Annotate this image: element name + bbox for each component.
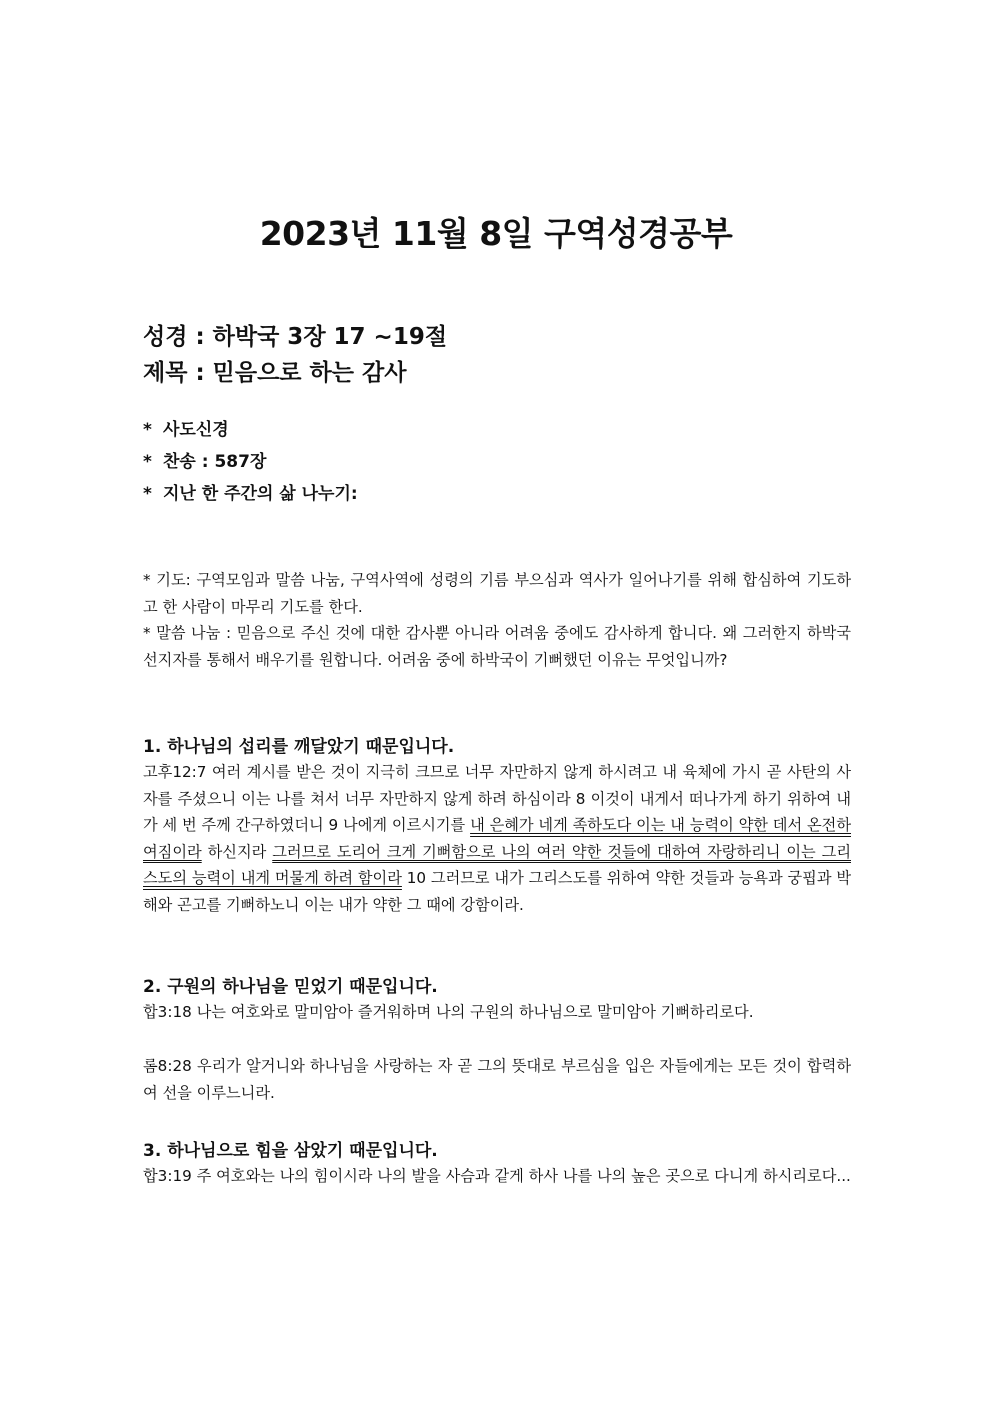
section-1-heading: 1. 하나님의 섭리를 깨달았기 때문입니다. [143,737,455,757]
underlined-verse-text: 내 은혜가 네게 족하도다 이는 내 능력이 약한 데서 온전하여짐이라 [143,816,851,861]
verse-text: 10 그러므로 내가 그리스도를 위하여 약한 것들과 능욕과 궁핍과 박해와 곤고를 기뻐하노니 이는 내가 약한 그 때에 강함이라. [143,869,851,914]
verse-text: 고후12:7 여러 계시를 받은 것이 지극히 크므로 너무 자만하지 않게 하시려고 내 육체에 가시 곧 사탄의 사자를 주셨으니 이는 나를 쳐서 너무 자만하지 않게 하려 하심이라 8 이것이 내게서 떠나가게 하기 위하여 내가 세 번 주께 간구하였더니 9 나에게 이르시기를 [143,763,851,834]
section-2-heading: 2. 구원의 하나님을 믿었기 때문입니다. [143,977,438,997]
order-list [143,419,358,515]
prayer-and-sharing [143,567,851,673]
scripture-reference: 성경 : 하박국 3장 17 ~19절 [143,324,448,350]
section-3-verse [143,1163,851,1190]
asterisk-icon: * [143,484,152,504]
order-item-label: 지난 한 주간의 삶 나누기: [163,484,358,504]
verse-text: 합3:19 주 여호와는 나의 힘이시라 나의 발을 사슴과 같게 하사 나를 나의 높은 곳으로 다니게 하시리로다... [143,1167,851,1185]
order-item-creed [143,419,358,451]
underlined-verse-text: 그러므로 도리어 크게 기뻐함으로 나의 여러 약한 것들에 대하여 자랑하리니 이는 그리스도의 능력이 내게 머물게 하려 함이라 [143,842,851,887]
sermon-subject: 제목 : 믿음으로 하는 감사 [143,360,407,386]
order-item-sharing [143,483,358,515]
asterisk-icon: * [143,452,152,472]
prayer-paragraph: * 기도: 구역모임과 말씀 나눔, 구역사역에 성령의 기름 부으심과 역사가 일어나기를 위해 합심하여 기도하고 한 사람이 마무리 기도를 한다. [143,571,851,616]
section-2-verse-2 [143,1053,851,1106]
section-3-heading: 3. 하나님으로 힘을 삼았기 때문입니다. [143,1141,438,1161]
page-title: 2023년 11월 8일 구역성경공부 [259,214,733,253]
order-item-label: 찬송 : 587장 [163,452,267,472]
section-1-verse [143,759,851,918]
section-2-verse-1 [143,999,851,1026]
verse-text: 롬8:28 우리가 알거니와 하나님을 사랑하는 자 곧 그의 뜻대로 부르심을 입은 자들에게는 모든 것이 합력하여 선을 이루느니라. [143,1057,851,1102]
asterisk-icon: * [143,420,152,440]
word-sharing-paragraph: * 말씀 나눔 : 믿음으로 주신 것에 대한 감사뿐 아니라 어려움 중에도 감사하게 합니다. 왜 그러한지 하박국 선지자를 통해서 배우기를 원합니다. 어려움 중에 하박국이 기뻐했던 이유는 무엇입니까? [143,624,851,669]
verse-text: 하신지라 [201,842,273,861]
order-item-label: 사도신경 [163,420,229,440]
order-item-hymn [143,451,358,483]
verse-text: 합3:18 나는 여호와로 말미암아 즐거워하며 나의 구원의 하나님으로 말미암아 기뻐하리로다. [143,1003,754,1021]
